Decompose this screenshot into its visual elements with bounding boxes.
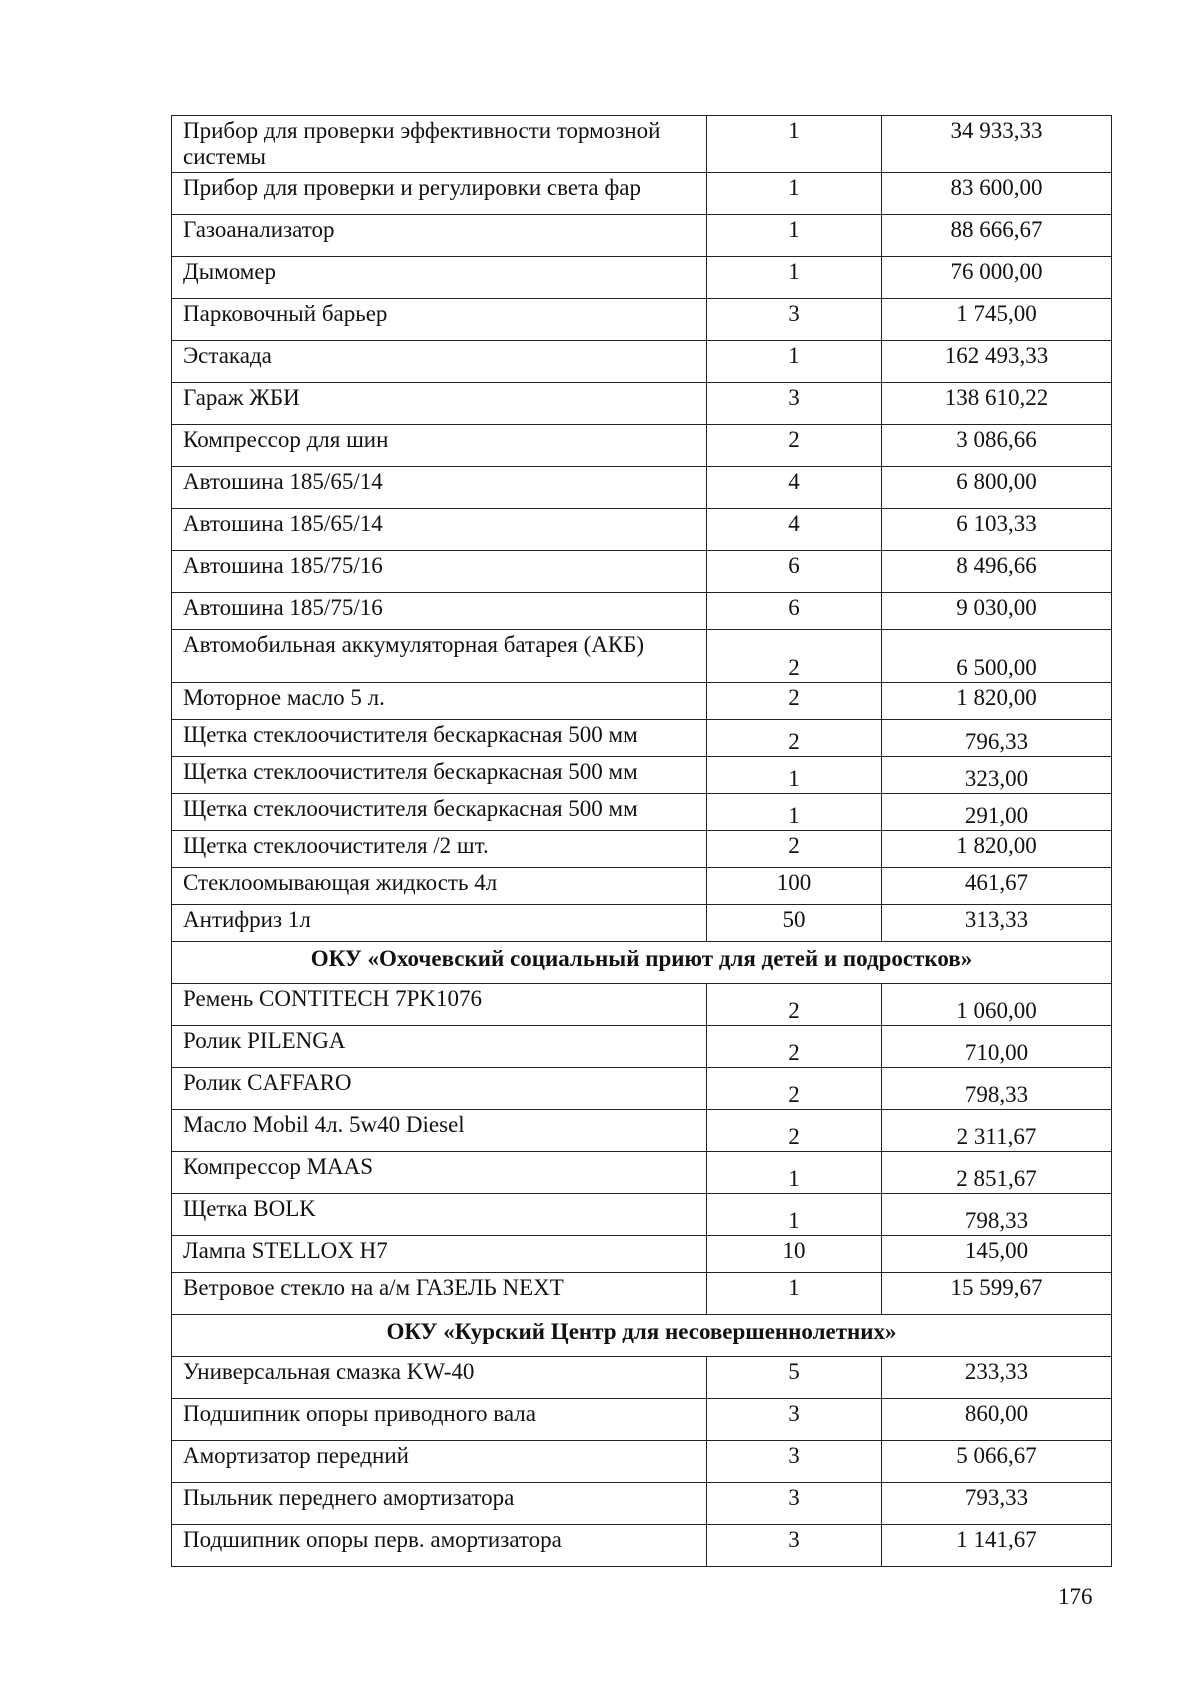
price-cell: 796,33 [882, 720, 1112, 757]
item-name-cell: Автошина 185/75/16 [172, 593, 707, 630]
item-name-cell: Газоанализатор [172, 215, 707, 257]
item-name-cell: Щетка стеклоочистителя бескаркасная 500 мм [172, 720, 707, 757]
quantity-cell: 1 [707, 757, 882, 794]
table-row [172, 794, 1112, 831]
item-name-cell: Гараж ЖБИ [172, 383, 707, 425]
quantity-cell: 3 [707, 1441, 882, 1483]
table-row [172, 905, 1112, 942]
section-title: ОКУ «Курский Центр для несовершеннолетних» [172, 1315, 1112, 1357]
item-name-cell: Прибор для проверки эффективности тормозной системы [172, 116, 707, 173]
price-cell: 233,33 [882, 1357, 1112, 1399]
item-name-cell: Стеклоомывающая жидкость 4л [172, 868, 707, 905]
item-name-cell: Подшипник опоры перв. амортизатора [172, 1525, 707, 1567]
item-name-cell: Щетка стеклоочистителя бескаркасная 500 мм [172, 757, 707, 794]
table-row [172, 984, 1112, 1026]
table-row [172, 1026, 1112, 1068]
table-row [172, 257, 1112, 299]
price-cell: 9 030,00 [882, 593, 1112, 630]
quantity-cell: 2 [707, 683, 882, 720]
item-name-cell: Амортизатор передний [172, 1441, 707, 1483]
price-cell: 145,00 [882, 1236, 1112, 1273]
quantity-cell: 3 [707, 1483, 882, 1525]
table-row [172, 1525, 1112, 1567]
price-cell: 76 000,00 [882, 257, 1112, 299]
price-cell: 5 066,67 [882, 1441, 1112, 1483]
item-name-cell: Автошина 185/65/14 [172, 467, 707, 509]
table-row [172, 1236, 1112, 1273]
quantity-cell: 4 [707, 509, 882, 551]
price-cell: 8 496,66 [882, 551, 1112, 593]
item-name-cell: Автошина 185/75/16 [172, 551, 707, 593]
quantity-cell: 1 [707, 794, 882, 831]
item-name-cell: Пыльник переднего амортизатора [172, 1483, 707, 1525]
item-name-cell: Антифриз 1л [172, 905, 707, 942]
section-header-row [172, 1315, 1112, 1357]
item-name-cell: Масло Mobil 4л. 5w40 Diesel [172, 1110, 707, 1152]
table-row [172, 1399, 1112, 1441]
table-row [172, 215, 1112, 257]
table-row [172, 1068, 1112, 1110]
quantity-cell: 10 [707, 1236, 882, 1273]
table-row [172, 593, 1112, 630]
table-row [172, 341, 1112, 383]
quantity-cell: 4 [707, 467, 882, 509]
quantity-cell: 2 [707, 1068, 882, 1110]
quantity-cell: 1 [707, 1273, 882, 1315]
section-title: ОКУ «Охочевский социальный приют для детей и подростков» [172, 942, 1112, 984]
price-cell: 313,33 [882, 905, 1112, 942]
price-cell: 798,33 [882, 1194, 1112, 1236]
item-name-cell: Парковочный барьер [172, 299, 707, 341]
item-name-cell: Ремень CONTITECH 7PK1076 [172, 984, 707, 1026]
price-cell: 860,00 [882, 1399, 1112, 1441]
price-cell: 83 600,00 [882, 173, 1112, 215]
price-cell: 1 060,00 [882, 984, 1112, 1026]
table-row [172, 683, 1112, 720]
quantity-cell: 3 [707, 299, 882, 341]
item-name-cell: Ветровое стекло на а/м ГАЗЕЛЬ NEXT [172, 1273, 707, 1315]
quantity-cell: 1 [707, 341, 882, 383]
table-row [172, 1110, 1112, 1152]
price-cell: 710,00 [882, 1026, 1112, 1068]
price-cell: 138 610,22 [882, 383, 1112, 425]
equipment-table [171, 115, 1112, 1567]
quantity-cell: 6 [707, 593, 882, 630]
table-row [172, 509, 1112, 551]
item-name-cell: Универсальная смазка KW-40 [172, 1357, 707, 1399]
quantity-cell: 1 [707, 1194, 882, 1236]
quantity-cell: 3 [707, 383, 882, 425]
item-name-cell: Подшипник опоры приводного вала [172, 1399, 707, 1441]
quantity-cell: 50 [707, 905, 882, 942]
table-row [172, 630, 1112, 683]
quantity-cell: 5 [707, 1357, 882, 1399]
table-row [172, 551, 1112, 593]
item-name-cell: Ролик PILENGA [172, 1026, 707, 1068]
table-row [172, 720, 1112, 757]
page-number: 176 [1058, 1584, 1093, 1609]
quantity-cell: 3 [707, 1525, 882, 1567]
item-name-cell: Прибор для проверки и регулировки света фар [172, 173, 707, 215]
price-cell: 3 086,66 [882, 425, 1112, 467]
table-row [172, 299, 1112, 341]
table-row [172, 831, 1112, 868]
price-cell: 15 599,67 [882, 1273, 1112, 1315]
price-cell: 6 500,00 [882, 630, 1112, 683]
quantity-cell: 100 [707, 868, 882, 905]
section-header-row [172, 942, 1112, 984]
quantity-cell: 1 [707, 116, 882, 173]
price-cell: 6 103,33 [882, 509, 1112, 551]
price-cell: 6 800,00 [882, 467, 1112, 509]
price-cell: 88 666,67 [882, 215, 1112, 257]
item-name-cell: Компрессор MAAS [172, 1152, 707, 1194]
quantity-cell: 1 [707, 173, 882, 215]
table-row [172, 383, 1112, 425]
quantity-cell: 2 [707, 720, 882, 757]
price-cell: 1 745,00 [882, 299, 1112, 341]
price-cell: 34 933,33 [882, 116, 1112, 173]
quantity-cell: 2 [707, 831, 882, 868]
quantity-cell: 2 [707, 984, 882, 1026]
quantity-cell: 2 [707, 630, 882, 683]
price-cell: 1 141,67 [882, 1525, 1112, 1567]
item-name-cell: Эстакада [172, 341, 707, 383]
table-row [172, 1483, 1112, 1525]
item-name-cell: Щетка стеклоочистителя бескаркасная 500 мм [172, 794, 707, 831]
quantity-cell: 3 [707, 1399, 882, 1441]
item-name-cell: Автомобильная аккумуляторная батарея (АКБ) [172, 630, 707, 683]
table-row [172, 757, 1112, 794]
price-cell: 323,00 [882, 757, 1112, 794]
table-row [172, 1441, 1112, 1483]
table-row [172, 1194, 1112, 1236]
quantity-cell: 2 [707, 425, 882, 467]
price-cell: 162 493,33 [882, 341, 1112, 383]
price-cell: 2 851,67 [882, 1152, 1112, 1194]
table-row [172, 868, 1112, 905]
quantity-cell: 1 [707, 1152, 882, 1194]
item-name-cell: Щетка BOLK [172, 1194, 707, 1236]
quantity-cell: 2 [707, 1026, 882, 1068]
price-cell: 461,67 [882, 868, 1112, 905]
item-name-cell: Щетка стеклоочистителя /2 шт. [172, 831, 707, 868]
item-name-cell: Автошина 185/65/14 [172, 509, 707, 551]
table-row [172, 1273, 1112, 1315]
item-name-cell: Лампа STELLOX H7 [172, 1236, 707, 1273]
item-name-cell: Ролик CAFFARO [172, 1068, 707, 1110]
quantity-cell: 1 [707, 257, 882, 299]
table-row [172, 173, 1112, 215]
table-body [172, 116, 1112, 1567]
price-cell: 1 820,00 [882, 831, 1112, 868]
table-row [172, 425, 1112, 467]
price-cell: 2 311,67 [882, 1110, 1112, 1152]
item-name-cell: Моторное масло 5 л. [172, 683, 707, 720]
price-cell: 1 820,00 [882, 683, 1112, 720]
item-name-cell: Компрессор для шин [172, 425, 707, 467]
table-row [172, 467, 1112, 509]
price-cell: 291,00 [882, 794, 1112, 831]
table-row [172, 116, 1112, 173]
quantity-cell: 6 [707, 551, 882, 593]
table-row [172, 1357, 1112, 1399]
item-name-cell: Дымомер [172, 257, 707, 299]
price-cell: 793,33 [882, 1483, 1112, 1525]
price-cell: 798,33 [882, 1068, 1112, 1110]
quantity-cell: 1 [707, 215, 882, 257]
table-row [172, 1152, 1112, 1194]
quantity-cell: 2 [707, 1110, 882, 1152]
